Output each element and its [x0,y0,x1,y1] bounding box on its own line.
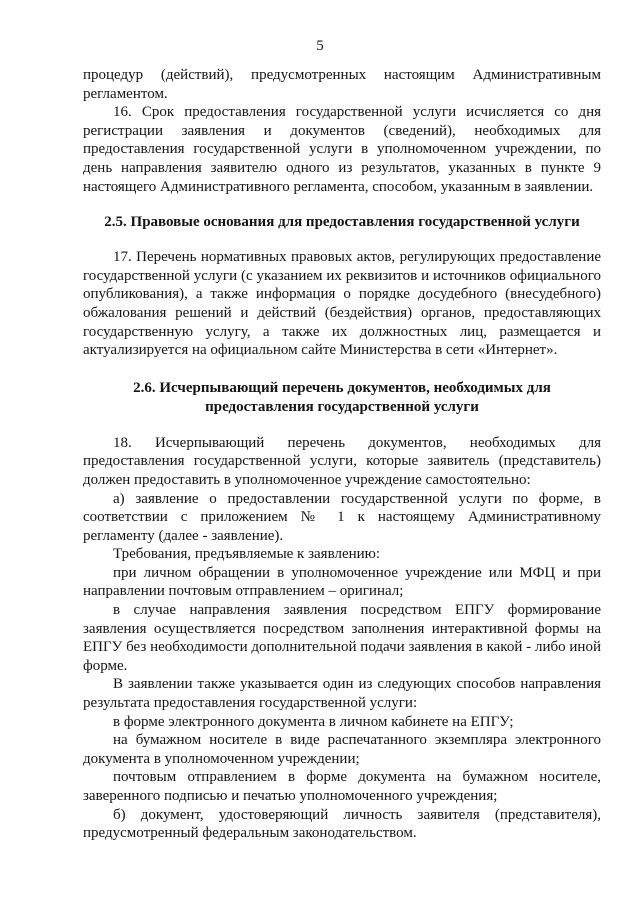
paragraph-17: 17. Перечень нормативных правовых актов, регулирующих предоставление государственной услуги (с указанием их реквизитов и источников официального опубликования), а также информация о порядке досудебного (внесудебного) обжалования решений и действий (бездействия) органов, предоставляющих государственную услугу, а также их должностных лиц, размещается и актуализируется на официальном сайте Министерства в сети «Интернет». [83,249,601,359]
paragraph-method-paper: на бумажном носителе в виде распечатанного экземпляра электронного документа в уполномоченном учреждении; [83,732,601,767]
paragraph-method-electronic: в форме электронного документа в личном кабинете на ЕПГУ; [113,713,514,730]
paragraph-continuation: процедур (действий), предусмотренных настоящим Административным регламентом. [83,67,601,102]
paragraph-epgu-submission: в случае направления заявления посредством ЕПГУ формирование заявления осуществляется посредством заполнения интерактивной формы на ЕПГУ без необходимости дополнительной подачи заявления в какой - либо иной форме. [83,602,601,674]
paragraph-requirements: Требования, предъявляемые к заявлению: [113,546,381,563]
document-body [83,66,601,843]
page-number: 5 [316,38,324,54]
paragraph-item-a: а) заявление о предоставлении государственной услуги по форме, в соответствии с приложением № 1 к настоящему Административному регламенту (далее - заявление). [83,490,601,544]
paragraph-result-methods: В заявлении также указывается один из следующих способов направления результата предоставления государственной услуги: [83,676,601,712]
paragraph-method-post: почтовым отправлением в форме документа на бумажном носителе, заверенного подписью и печатью уполномоченного учреждения; [83,769,601,804]
paragraph-item-b: б) документ, удостоверяющий личность заявителя (представителя), предусмотренный федеральным законодательством. [83,806,601,842]
paragraph-personal-appeal: при личном обращении в уполномоченное учреждение или МФЦ и при направлении почтовым отправлением – оригинал; [83,564,601,600]
paragraph-16: 16. Срок предоставления государственной услуги исчисляется со дня регистрации заявления и документов (сведений), необходимых для предоставления государственной услуги в уполномоченном учреждении, по день направления заявителю одного из результатов, указанных в пункте 9 настоящего Административного регламента, способом, указанным в заявлении. [83,104,601,195]
section-heading-2-5: 2.5. Правовые основания для предоставления государственной услуги [104,214,580,231]
paragraph-18: 18. Исчерпывающий перечень документов, необходимых для предоставления государственной услуги, которые заявитель (представитель) должен предоставить в уполномоченное учреждение самостоятельно: [83,434,601,488]
section-heading-2-6: 2.6. Исчерпывающий перечень документов, необходимых для предоставления государственной услуги [133,379,551,415]
